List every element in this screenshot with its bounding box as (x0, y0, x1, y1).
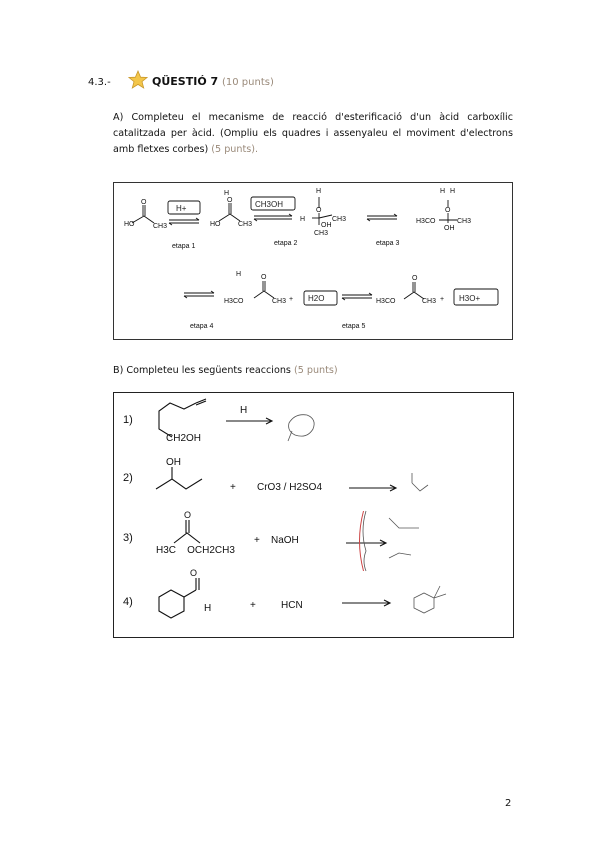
mechanism-diagram (114, 183, 512, 339)
reaction-4-reagent: HCN (281, 600, 303, 611)
stage-label-5: etapa 5 (342, 323, 366, 330)
reaction-3-number: 3) (123, 532, 133, 544)
label-h-4b: H (450, 188, 456, 195)
question-title (152, 75, 274, 88)
answer-box-4: H3O+ (459, 294, 481, 303)
label-ch3-4: CH3 (457, 218, 472, 225)
label-ch3-5: CH3 (272, 298, 287, 305)
question-title-text: QÜESTIÓ 7 (152, 75, 219, 88)
part-b-heading-text: B) Completeu les següents reaccions (113, 365, 291, 376)
label-h3co-4: H3CO (416, 218, 436, 225)
label-h-4a: H (440, 188, 446, 195)
reaction-4-number: 4) (123, 596, 133, 608)
label-ch3-3b: CH3 (314, 230, 329, 237)
label-o-6: O (412, 275, 418, 282)
label-ho-1: HO (124, 221, 135, 228)
label-plus-6: + (440, 296, 445, 303)
label-o-5: O (261, 274, 267, 281)
reaction-4-plus: + (250, 600, 256, 611)
answer-box-2: CH3OH (255, 200, 284, 209)
reactions-box (113, 392, 514, 638)
page-number: 2 (505, 798, 512, 809)
reaction-4-label: H (204, 603, 212, 614)
reaction-2-label: OH (166, 457, 181, 468)
part-b-points: (5 punts) (293, 365, 338, 376)
part-a-text: A) Completeu el mecanisme de reacció d'esterificació d'un àcid carboxílic catalitzada per àcid. (Ompliu els quadres i assenyaleu el moviment d'electrons amb fletxes corbes) (113, 112, 513, 155)
label-ch3-2: CH3 (238, 221, 253, 228)
part-a-instructions (113, 110, 513, 158)
label-h3co-5: H3CO (224, 298, 244, 305)
reaction-1-reagent: H (240, 405, 248, 416)
label-plus-5: + (289, 296, 294, 303)
reaction-2-number: 2) (123, 472, 133, 484)
label-oh-4: OH (444, 225, 455, 232)
reaction-3-o-label: O (184, 510, 192, 520)
reaction-1-label: CH2OH (166, 433, 202, 444)
part-b-heading (113, 365, 338, 376)
label-o-1: O (141, 199, 147, 206)
reaction-2-plus: + (230, 482, 236, 493)
part-a-points: (5 punts). (211, 144, 258, 155)
label-ch3-3: CH3 (332, 216, 347, 223)
label-ho-2: HO (210, 221, 221, 228)
answer-box-3: H2O (308, 294, 325, 303)
label-ch3-6: CH3 (422, 298, 437, 305)
reaction-4-o-label: O (190, 568, 198, 578)
stage-label-2: etapa 2 (274, 240, 298, 247)
reaction-3-reagent: NaOH (271, 535, 299, 546)
label-oh-3: OH (321, 222, 332, 229)
reactions-diagram (114, 393, 513, 637)
reaction-1-number: 1) (123, 414, 133, 426)
label-o-2: O (227, 197, 233, 204)
label-o-3: O (316, 207, 322, 214)
reaction-3-label: H3C OCH2CH3 (156, 545, 235, 556)
stage-label-1: etapa 1 (172, 243, 196, 250)
question-points: (10 punts) (222, 77, 274, 88)
mechanism-box (113, 182, 513, 340)
label-h-3b: H (300, 216, 306, 223)
answer-box-1: H+ (176, 204, 187, 213)
label-o-4: O (445, 207, 451, 214)
stage-label-4: etapa 4 (190, 323, 214, 330)
label-h-5: H (236, 271, 242, 278)
label-h-3: H (316, 188, 322, 195)
reaction-3-plus: + (254, 535, 260, 546)
reaction-2-reagent: CrO3 / H2SO4 (257, 482, 323, 493)
stage-label-3: etapa 3 (376, 240, 400, 247)
section-number: 4.3.- (88, 77, 111, 88)
star-icon (128, 70, 148, 90)
label-h-2: H (224, 190, 230, 197)
label-ch3-1: CH3 (153, 223, 168, 230)
label-h3co-6: H3CO (376, 298, 396, 305)
